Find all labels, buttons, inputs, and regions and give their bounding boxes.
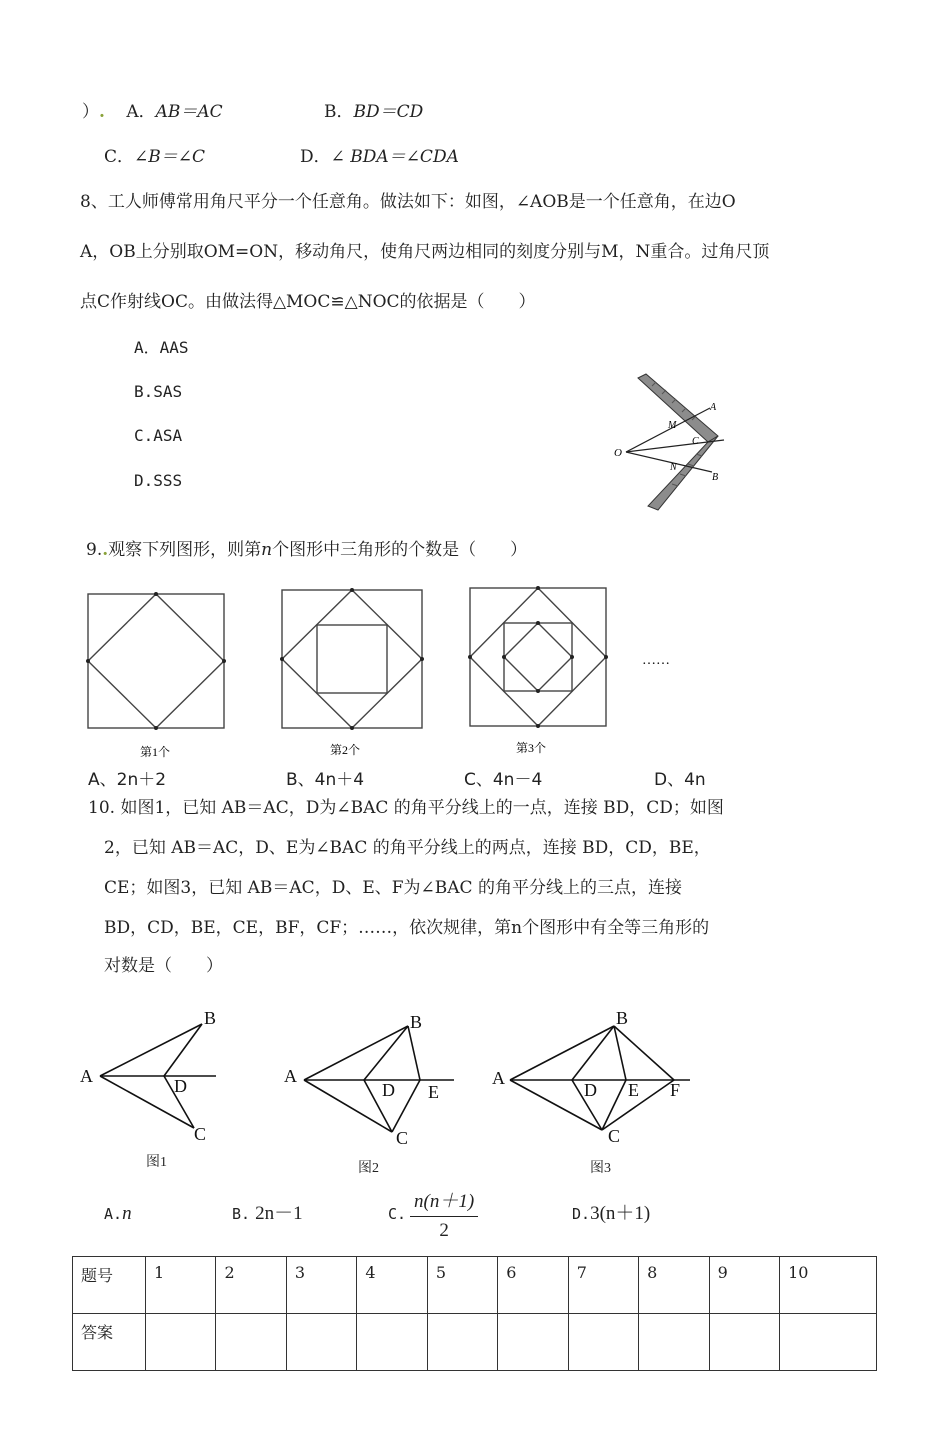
q7-options-row1 [82, 102, 223, 122]
q10-opt-d-expr: 3(n＋1) [590, 1203, 651, 1224]
q10-line5: 对数是（ ） [104, 956, 223, 976]
bullet-dot: . [102, 540, 109, 560]
q10-line1: 10. 如图1，已知 AB＝AC，D为∠BAC 的角平分线上的一点，连接 BD，CD；如图 [88, 798, 724, 818]
question-number-cell: 1 [146, 1257, 216, 1314]
q8-line3: 点C作射线OC。由做法得△MOC≌△NOC的依据是（ ） [80, 292, 536, 312]
q10-figure-1 [100, 1024, 216, 1128]
answer-table-answer-row [73, 1314, 877, 1371]
q7-opt-b [324, 102, 423, 122]
fig3-label-c: C [608, 1126, 621, 1146]
q9-number: 9. [86, 540, 103, 560]
q10-figure-3 [510, 1026, 690, 1130]
answer-cell[interactable] [639, 1314, 709, 1371]
q9-caption-1: 第1个 [140, 745, 171, 759]
q9-figures [80, 582, 710, 782]
q10-line2: 2，已知 AB＝AC，D、E为∠BAC 的角平分线上的两点，连接 BD，CD，BE， [104, 838, 711, 858]
fig1-label-b: B [204, 1008, 217, 1028]
question-number-cell: 4 [357, 1257, 427, 1314]
q8-line2: A，OB上分别取OM=ON，移动角尺，使角尺两边相同的刻度分别与M，N重合。过角尺顶 [80, 242, 770, 262]
question-number-cell: 3 [286, 1257, 356, 1314]
label-c: C [692, 436, 699, 447]
fig2-label-b: B [410, 1012, 423, 1032]
label-m: M [668, 420, 677, 431]
q9-text-main: 观察下列图形，则第 [108, 540, 262, 560]
fig1-label-d: D [174, 1076, 187, 1096]
q9-text-post: 个图形中三角形的个数是（ ） [272, 540, 528, 560]
answer-cell[interactable] [780, 1314, 877, 1371]
q8-option-d: D.SSS [134, 471, 183, 490]
q10-option-a [104, 1204, 132, 1224]
q9-figure-2 [282, 590, 422, 728]
q10-opt-a-label: A. [104, 1205, 123, 1223]
answer-table [72, 1256, 877, 1371]
q8-angle-ruler-figure [612, 372, 742, 514]
fraction-denominator: 2 [439, 1220, 449, 1241]
q7-opt-c-label: C． [104, 147, 135, 167]
ruler-upper-arm [638, 374, 718, 442]
label-a: A [710, 402, 717, 413]
question-number-cell: 7 [568, 1257, 638, 1314]
q9-caption-3: 第3个 [516, 741, 547, 755]
fig3-label-a: A [492, 1068, 505, 1088]
q7-opt-c-expr: ∠B＝∠C [134, 147, 206, 167]
q7-opt-c [104, 147, 205, 167]
q9-option-b: B、4n＋4 [286, 770, 365, 790]
q9-ellipsis: …… [642, 653, 670, 668]
q10-figure-2 [304, 1026, 454, 1132]
question-number-cell: 5 [427, 1257, 497, 1314]
q7-opt-d-label: D． [300, 147, 331, 167]
q7-opt-b-label: B． [324, 102, 354, 122]
q9-option-d: D、4n [654, 770, 706, 790]
q7-opt-a-label: A． [126, 102, 156, 122]
q9-figure-1 [88, 594, 224, 728]
q9-caption-2: 第2个 [330, 743, 361, 757]
answer-cell[interactable] [357, 1314, 427, 1371]
q10-option-c-label-row [388, 1204, 406, 1224]
question-number-cell: 9 [709, 1257, 779, 1314]
q10-opt-c-fraction [410, 1186, 478, 1242]
label-b: B [712, 472, 719, 483]
q10-opt-a-expr: n [122, 1203, 132, 1224]
q7-opt-a-expr: AB＝AC [155, 102, 223, 122]
fig2-label-e: E [428, 1082, 439, 1102]
ruler-lower-arm [648, 436, 718, 510]
answer-cell[interactable] [568, 1314, 638, 1371]
q10-line4: BD，CD，BE，CE，BF，CF；……，依次规律，第n个图形中有全等三角形的 [104, 918, 710, 938]
answer-header: 答案 [73, 1314, 146, 1371]
fig3-label-b: B [616, 1008, 629, 1028]
question-number-cell: 2 [216, 1257, 286, 1314]
question-number-cell: 10 [780, 1257, 877, 1314]
q8-option-b: B.SAS [134, 382, 183, 401]
q10-opt-d-label: D. [572, 1205, 591, 1223]
q8-line1: 8、工人师傅常用角尺平分一个任意角。做法如下：如图，∠AOB是一个任意角，在边O [80, 192, 736, 212]
fig3-label-d: D [584, 1080, 597, 1100]
q10-line3: CE；如图3，已知 AB＝AC，D、E、F为∠BAC 的角平分线上的三点，连接 [104, 878, 682, 898]
fig3-label-e: E [628, 1080, 639, 1100]
q9-figure-3 [470, 588, 606, 726]
bullet-dot: . [99, 102, 105, 122]
q9-var-n: n [261, 540, 273, 560]
q10-opt-b-label: B. [232, 1205, 251, 1223]
fig2-label-d: D [382, 1080, 395, 1100]
question-number-cell: 6 [498, 1257, 568, 1314]
answer-cell[interactable] [427, 1314, 497, 1371]
answer-cell[interactable] [216, 1314, 286, 1371]
fraction-numerator: n(n＋1) [410, 1186, 478, 1217]
fig1-label-a: A [80, 1066, 93, 1086]
fig2-label-a: A [284, 1066, 297, 1086]
answer-cell[interactable] [146, 1314, 216, 1371]
q10-opt-b-expr: 2n－1 [255, 1203, 303, 1224]
q10-caption-1: 图1 [146, 1155, 167, 1170]
q7-opt-d-expr: ∠ BDA＝∠CDA [330, 147, 459, 167]
answer-cell[interactable] [498, 1314, 568, 1371]
q8-option-a: A．AAS [134, 338, 189, 357]
label-n: N [670, 462, 677, 473]
answer-table-header-row [73, 1257, 877, 1314]
question-number-header: 题号 [73, 1257, 146, 1314]
q9-option-c: C、4n－4 [464, 770, 543, 790]
q7-opt-b-expr: BD＝CD [353, 102, 424, 122]
fig2-label-c: C [396, 1128, 409, 1148]
q9-option-a: A、2n＋2 [88, 770, 167, 790]
q10-opt-c-label: C. [388, 1205, 407, 1223]
fig3-label-f: F [670, 1080, 681, 1100]
q10-caption-3: 图3 [590, 1161, 611, 1176]
q8-option-c: C.ASA [134, 426, 183, 445]
q7-tail: ） [82, 102, 99, 122]
q10-option-d [572, 1204, 650, 1224]
q7-opt-d [300, 147, 459, 167]
q10-caption-2: 图2 [358, 1161, 379, 1176]
fig1-label-c: C [194, 1124, 207, 1144]
answer-cell[interactable] [709, 1314, 779, 1371]
label-o: O [614, 447, 622, 459]
q9-prompt [86, 540, 527, 560]
question-number-cell: 8 [639, 1257, 709, 1314]
q10-option-b [232, 1204, 303, 1224]
answer-cell[interactable] [286, 1314, 356, 1371]
q10-figures [74, 1000, 714, 1185]
